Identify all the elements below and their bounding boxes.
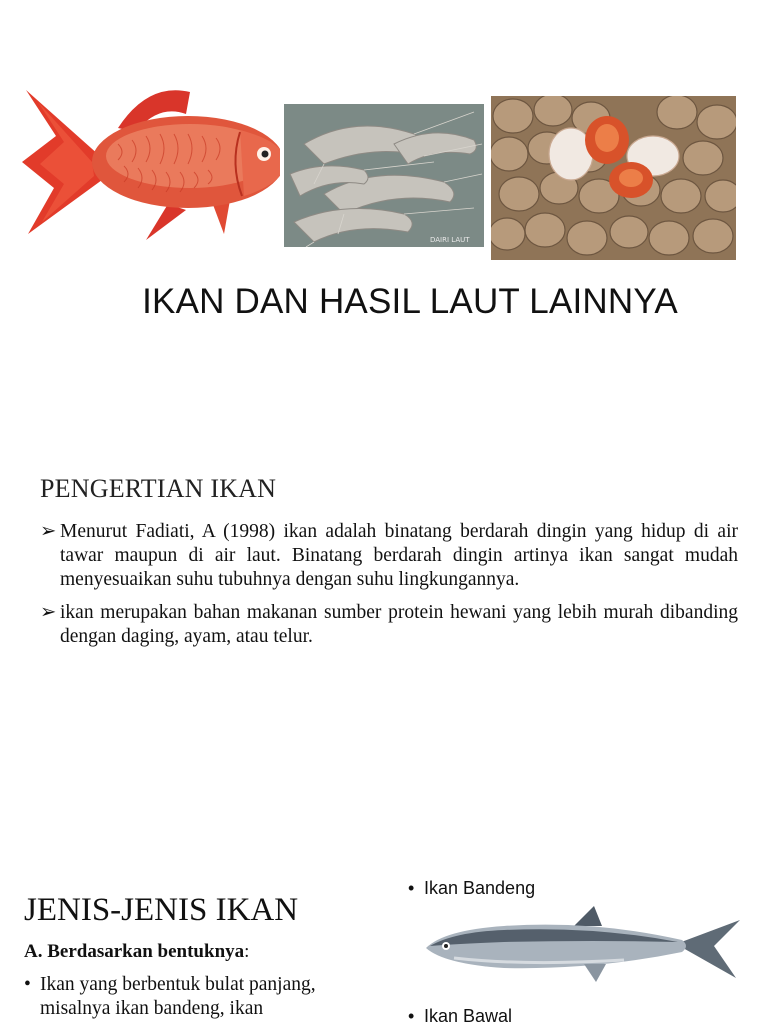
sub-heading-colon: :: [244, 941, 250, 962]
section-title-jenis: JENIS-JENIS IKAN: [24, 892, 299, 928]
bullet-text: Menurut Fadiati, A (1998) ikan adalah binatang berdarah dingin yang hidup di air tawar maupun di air laut. Binatang berdarah dingin artinya ikan sangat mudah menyesuaikan suhu tubuhnya dengan suhu lingkungannya.: [60, 521, 738, 590]
sub-heading-text: A. Berdasarkan bentuknya: [24, 941, 245, 962]
definition-bullet-list: [40, 520, 738, 658]
shrimp-image: [284, 104, 484, 247]
main-title: IKAN DAN HASIL LAUT LAINNYA: [142, 282, 678, 321]
milkfish-image: [424, 904, 742, 986]
definition-bullet: [40, 601, 738, 649]
bullet-dot-icon: •: [408, 1006, 415, 1026]
cockles-image: [491, 96, 736, 260]
fish-list-item: [408, 878, 535, 899]
arrow-bullet-icon: ➢: [40, 521, 57, 542]
shrimp-watermark: DAIRI LAUT: [430, 236, 470, 244]
list-item: [24, 973, 384, 1021]
bullet-dot-icon: •: [408, 878, 415, 898]
bullet-text: ikan merupakan bahan makanan sumber protein hewani yang lebih murah dibanding dengan daging, ayam, atau telur.: [60, 602, 738, 647]
arrow-bullet-icon: ➢: [40, 602, 57, 623]
bullet-dot-icon: •: [24, 974, 31, 995]
sub-heading: [24, 941, 249, 963]
shape-list: [24, 973, 384, 1021]
list-item-text: Ikan yang berbentuk bulat panjang, misalnya ikan bandeng, ikan: [40, 974, 316, 1019]
definition-bullet: [40, 520, 738, 592]
fish-name: Ikan Bawal: [424, 1006, 513, 1026]
goldfish-image: [18, 84, 280, 246]
fish-name: Ikan Bandeng: [424, 878, 536, 898]
section-heading-pengertian: PENGERTIAN IKAN: [40, 474, 277, 503]
